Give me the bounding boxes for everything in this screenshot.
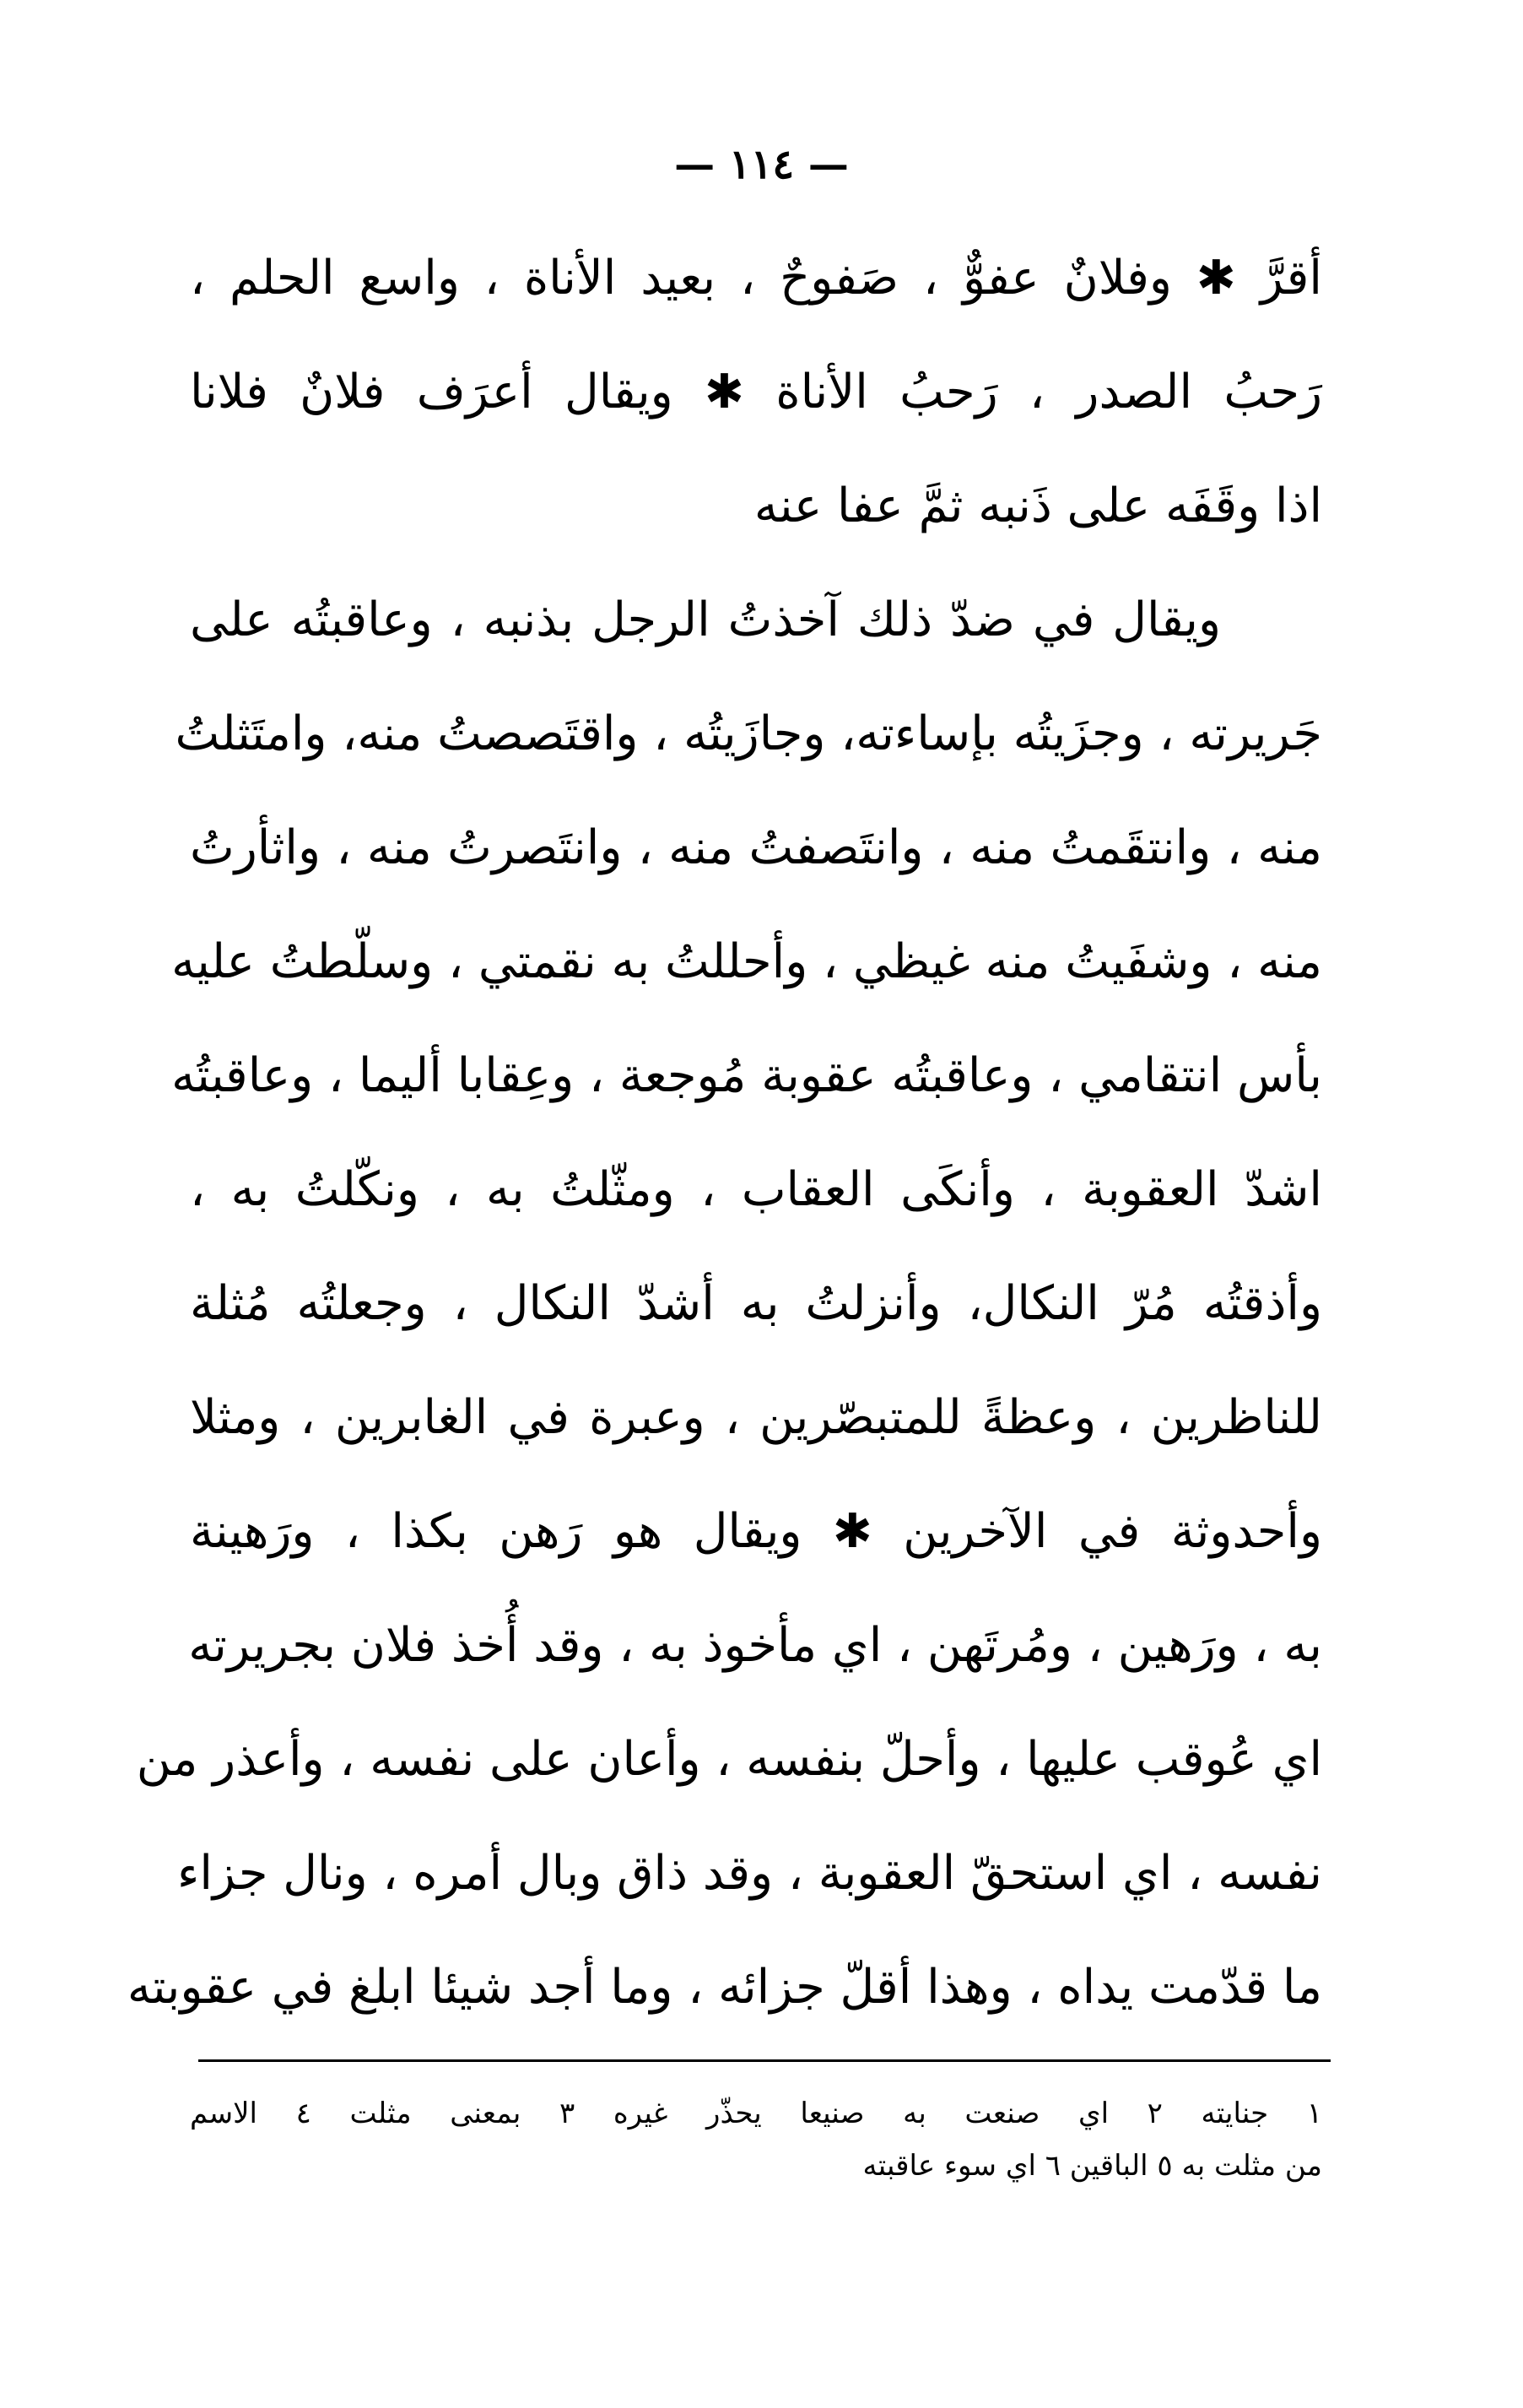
- text-line: نفسه ، اي استحقّ العقوبة ، وقد ذاق وبال أمره ، ونال جزاء: [177, 1846, 1322, 1901]
- text-line: اشدّ العقوبة ، وأنكَى العقاب ، ومثّلتُ به ، ونكّلتُ به ،: [190, 1162, 1322, 1217]
- text-line: اذا وقَفَه على ذَنبه ثمَّ عفا عنه: [753, 479, 1322, 533]
- page-number: — ١١٤ —: [674, 141, 849, 188]
- text-line: أقرَّ ✱ وفلانٌ عفوٌّ ، صَفوحٌ ، بعيد الأناة ، واسع الحلم ،: [190, 251, 1322, 306]
- text-line: ما قدّمت يداه ، وهذا أقلّ جزائه ، وما أجد شيئا ابلغ في عقوبته: [127, 1960, 1322, 2015]
- footnote-divider: [198, 2059, 1331, 2062]
- text-line: بأس انتقامي ، وعاقبتُه عقوبة مُوجعة ، وعِقابا أليما ، وعاقبتُه: [171, 1048, 1322, 1103]
- text-line: رَحبُ الصدر ، رَحبُ الأناة ✱ ويقال أعرَف فلانٌ فلانا: [190, 365, 1323, 419]
- text-line: به ، ورَهين ، ومُرتَهن ، اي مأخوذ به ، وقد أُخذ فلان بجريرته: [188, 1618, 1322, 1673]
- text-line: ويقال في ضدّ ذلك آخذتُ الرجل بذنبه ، وعاقبتُه على: [190, 593, 1221, 647]
- text-line: اي عُوقب عليها ، وأحلّ بنفسه ، وأعان على نفسه ، وأعذر من: [136, 1732, 1322, 1787]
- text-line: منه ، وانتقَمتُ منه ، وانتَصفتُ منه ، وانتَصرتُ منه ، واثأرتُ: [190, 820, 1322, 875]
- text-line: للناظرين ، وعظةً للمتبصّرين ، وعبرة في الغابرين ، ومثلا: [190, 1390, 1322, 1445]
- footnotes: [190, 2087, 1322, 2192]
- text-line: وأحدوثة في الآخرين ✱ ويقال هو رَهن بكذا ، ورَهينة: [190, 1504, 1322, 1559]
- footnote-line: ١ جنايته ٢ اي صنعت به صنيعا يحذّر غيره ٣ بمعنى مثلت ٤ الاسم: [190, 2097, 1323, 2130]
- body-text: [127, 221, 1323, 2044]
- text-line: وأذقتُه مُرّ النكال، وأنزلتُ به أشدّ النكال ، وجعلتُه مُثلة: [190, 1276, 1322, 1331]
- footnote-line: من مثلت به ٥ الباقين ٦ اي سوء عاقبته: [862, 2149, 1322, 2183]
- text-line: جَريرته ، وجزَيتُه بإساءته، وجازَيتُه ، واقتَصصتُ منه، وامتَثلتُ: [175, 706, 1322, 761]
- text-line: منه ، وشفَيتُ منه غيظي ، وأحللتُ به نقمتي ، وسلّطتُ عليه: [171, 934, 1322, 989]
